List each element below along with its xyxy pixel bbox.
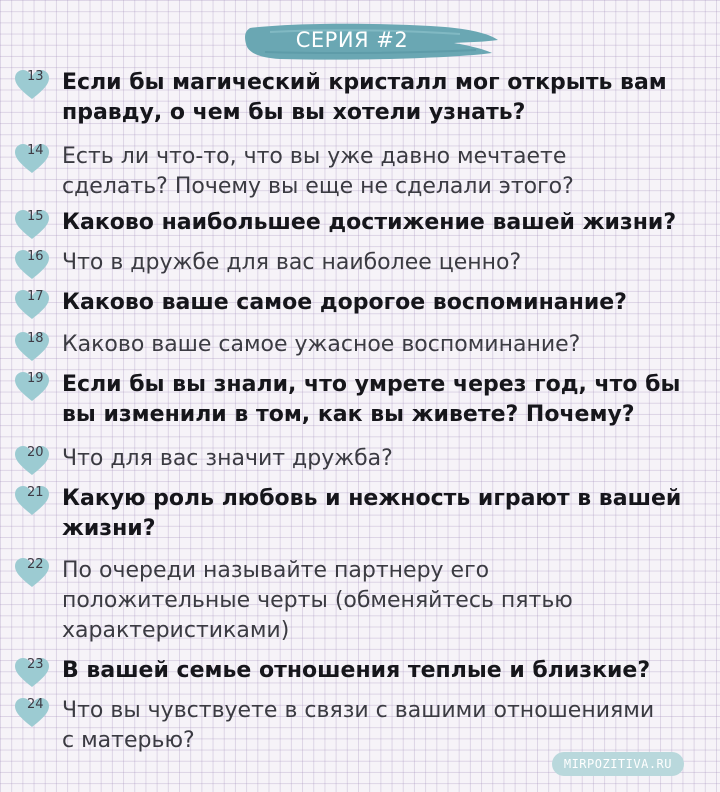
heart-number-badge: [12, 656, 52, 690]
question-number: 16: [27, 249, 44, 264]
question-number: 19: [27, 371, 44, 386]
question-number: 18: [27, 331, 44, 346]
question-text: Каково наибольшее достижение вашей жизни?: [62, 210, 677, 235]
question-number: 20: [27, 445, 44, 460]
heart-number-badge: [12, 484, 52, 518]
question-number: 15: [27, 209, 44, 224]
question-text: Что вы чувствуете в связи с вашими отношениями с матерью?: [62, 698, 655, 753]
question-text: Что в дружбе для вас наиболее ценно?: [62, 250, 522, 275]
heart-number-badge: [12, 696, 52, 730]
question-number: 22: [27, 557, 44, 572]
question-text: Есть ли что-то, что вы уже давно мечтаете сделать? Почему вы еще не сделали этого?: [62, 144, 574, 199]
heart-number-badge: [12, 248, 52, 282]
question-text: Что для вас значит дружба?: [62, 446, 393, 471]
question-number: 14: [27, 143, 44, 158]
heart-number-badge: [12, 330, 52, 364]
question-text: Каково ваше самое ужасное воспоминание?: [62, 332, 581, 357]
question-text: По очереди называйте партнеру его положительные черты (обменяйтесь пятью характеристиками): [62, 558, 573, 643]
question-number: 13: [27, 69, 44, 84]
heart-number-badge: [12, 370, 52, 404]
question-number: 21: [27, 485, 44, 500]
heart-number-badge: [12, 288, 52, 322]
site-watermark: MIRPOZITIVA.RU: [552, 752, 684, 776]
question-text: Какую роль любовь и нежность играют в вашей жизни?: [62, 486, 682, 541]
question-number: 17: [27, 289, 44, 304]
heart-number-badge: [12, 142, 52, 176]
series-title: СЕРИЯ #2: [295, 28, 409, 52]
question-text: Каково ваше самое дорогое воспоминание?: [62, 290, 627, 315]
question-text: Если бы магический кристалл мог открыть вам правду, о чем бы вы хотели узнать?: [62, 70, 667, 125]
question-text: В вашей семье отношения теплые и близкие?: [62, 658, 651, 683]
heart-number-badge: [12, 68, 52, 102]
heart-number-badge: [12, 556, 52, 590]
heart-number-badge: [12, 444, 52, 478]
question-number: 23: [27, 657, 44, 672]
question-number: 24: [27, 697, 44, 712]
question-text: Если бы вы знали, что умрете через год, что бы вы изменили в том, как вы живете? Почему?: [62, 372, 681, 427]
heart-number-badge: [12, 208, 52, 242]
